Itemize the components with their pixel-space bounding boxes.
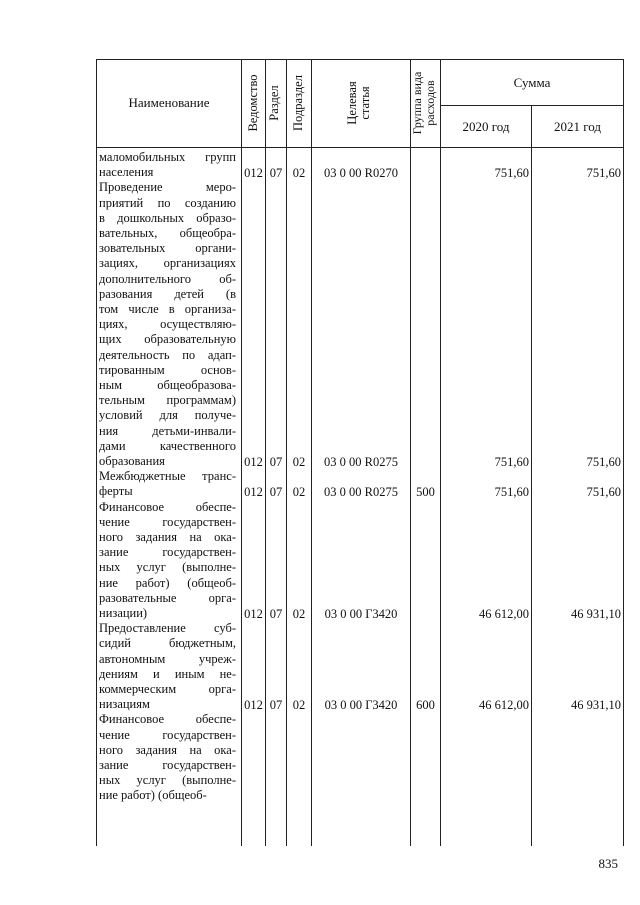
col-divider-group (410, 59, 411, 846)
row-name-line: низации) (99, 606, 148, 621)
row-name-line: маломобильных групп (99, 150, 236, 164)
cell-group: 600 (416, 697, 435, 712)
row-name-line: том числе в организа- (99, 302, 236, 317)
row-name-line: ния детьми-инвали- (99, 423, 236, 438)
header-bottom-line (96, 147, 624, 148)
cell-sum-2020: 751,60 (494, 454, 529, 469)
row-name-line: вательных, общеобра- (99, 226, 236, 240)
cell-sum-2021: 751,60 (586, 484, 621, 499)
cell-podrazdel: 02 (292, 165, 306, 180)
header-target-line2: статья (358, 86, 372, 120)
row-name-line: Финансовое обеспе- (99, 499, 236, 514)
cell-sum-2020: 751,60 (494, 484, 529, 499)
table-border-right (623, 59, 624, 846)
header-sum: Сумма (513, 75, 551, 90)
header-year-2021: 2021 год (554, 119, 601, 134)
row-name-line: ных услуг (выполне- (99, 560, 236, 575)
row-name (99, 500, 236, 622)
header-group (411, 63, 439, 143)
cell-vedomstvo: 012 (244, 484, 263, 499)
col-divider-year (531, 105, 532, 846)
cell-target: 03 0 00 Г3420 (324, 697, 398, 712)
cell-razdel: 07 (269, 606, 283, 621)
row-name-line: чение государствен- (99, 514, 236, 529)
row-name-line: дами качественного (99, 438, 236, 453)
header-year-2020: 2020 год (462, 119, 510, 134)
row-name-line: ных услуг (выполне- (99, 773, 236, 788)
row-name-line: автономным учреж- (99, 651, 236, 666)
row-name-line: образования (99, 454, 165, 469)
cell-razdel: 07 (269, 165, 283, 180)
row-name-line: зание государствен- (99, 545, 236, 560)
row-name-line: коммерческим орга- (99, 682, 236, 696)
cell-podrazdel: 02 (292, 697, 306, 712)
header-target (346, 63, 374, 143)
cell-sum-2021: 751,60 (586, 165, 621, 180)
cell-vedomstvo: 012 (244, 606, 263, 621)
header-name: Наименование (128, 95, 210, 110)
sum-subheader-line (440, 105, 624, 106)
row-name-line: ние работ) (общеоб- (99, 788, 207, 803)
row-name-line: зациях, организациях (99, 256, 236, 271)
row-name-line: ного задания на ока- (99, 742, 236, 757)
header-group-line1: Группа вида (410, 71, 424, 135)
cell-target: 03 0 00 R0275 (324, 454, 398, 469)
row-name-line: Финансовое обеспе- (99, 712, 236, 727)
cell-vedomstvo: 012 (244, 165, 263, 180)
header-vedomstvo: Ведомство (246, 74, 260, 132)
cell-sum-2020: 751,60 (494, 165, 529, 180)
row-name-line: ние работ) (общеоб- (99, 575, 236, 590)
cell-razdel: 07 (269, 697, 283, 712)
row-name-line: Предоставление суб- (99, 621, 236, 636)
row-name-line: тельным программам) (99, 393, 236, 408)
header-podrazdel: Подраздел (291, 75, 305, 131)
row-name-line: разовательные орга- (99, 590, 236, 605)
cell-sum-2021: 46 931,10 (571, 606, 621, 621)
row-name-line: низациям (99, 697, 150, 712)
row-name-line: дополнительного об- (99, 271, 236, 286)
row-name-line: дениям и иным не- (99, 666, 236, 681)
row-name-line: Проведение меро- (99, 180, 236, 195)
header-group-line2: расходов (423, 80, 437, 126)
row-name-line: деятельность по адап- (99, 347, 236, 362)
header-razdel: Раздел (267, 85, 281, 121)
row-name (99, 712, 236, 803)
cell-group: 500 (416, 484, 435, 499)
row-name-line: чение государствен- (99, 727, 236, 742)
row-name-line: ферты (99, 484, 133, 499)
row-name-line: щих образовательную (99, 332, 236, 347)
row-name-line: ного задания на ока- (99, 530, 236, 544)
cell-razdel: 07 (269, 484, 283, 499)
cell-vedomstvo: 012 (244, 454, 263, 469)
cell-sum-2021: 751,60 (586, 454, 621, 469)
row-name-line: в дошкольных образо- (99, 210, 236, 225)
cell-vedomstvo: 012 (244, 697, 263, 712)
row-name-line: ным общеобразова- (99, 378, 236, 393)
header-target-line1: Целевая (345, 81, 359, 125)
cell-podrazdel: 02 (292, 454, 306, 469)
table-border-top (96, 59, 624, 60)
cell-sum-2020: 46 612,00 (479, 697, 529, 712)
row-name-line: разования детей (в (99, 286, 236, 301)
row-name (99, 469, 236, 499)
row-name-line: условий для получе- (99, 408, 236, 423)
row-name-line: Межбюджетные транс- (99, 469, 236, 484)
row-name (99, 621, 236, 712)
row-name-line: зовательных органи- (99, 241, 236, 256)
cell-sum-2020: 46 612,00 (479, 606, 529, 621)
row-name (99, 180, 236, 469)
row-name-line: тированным основ- (99, 362, 236, 377)
cell-podrazdel: 02 (292, 606, 306, 621)
cell-target: 03 0 00 R0275 (324, 484, 398, 499)
cell-sum-2021: 46 931,10 (571, 697, 621, 712)
row-name-line: сидий бюджетным, (99, 636, 236, 651)
cell-target: 03 0 00 R0270 (324, 165, 398, 180)
row-name-line: приятий по созданию (99, 195, 236, 210)
cell-razdel: 07 (269, 454, 283, 469)
row-name-line: циях, осуществляю- (99, 317, 236, 332)
row-name (99, 150, 236, 180)
row-name-line: зание государствен- (99, 758, 236, 772)
cell-target: 03 0 00 Г3420 (324, 606, 398, 621)
cell-podrazdel: 02 (292, 484, 306, 499)
row-name-line: населения (99, 165, 154, 180)
table-border-left (96, 59, 97, 846)
page-number: 835 (598, 856, 618, 871)
